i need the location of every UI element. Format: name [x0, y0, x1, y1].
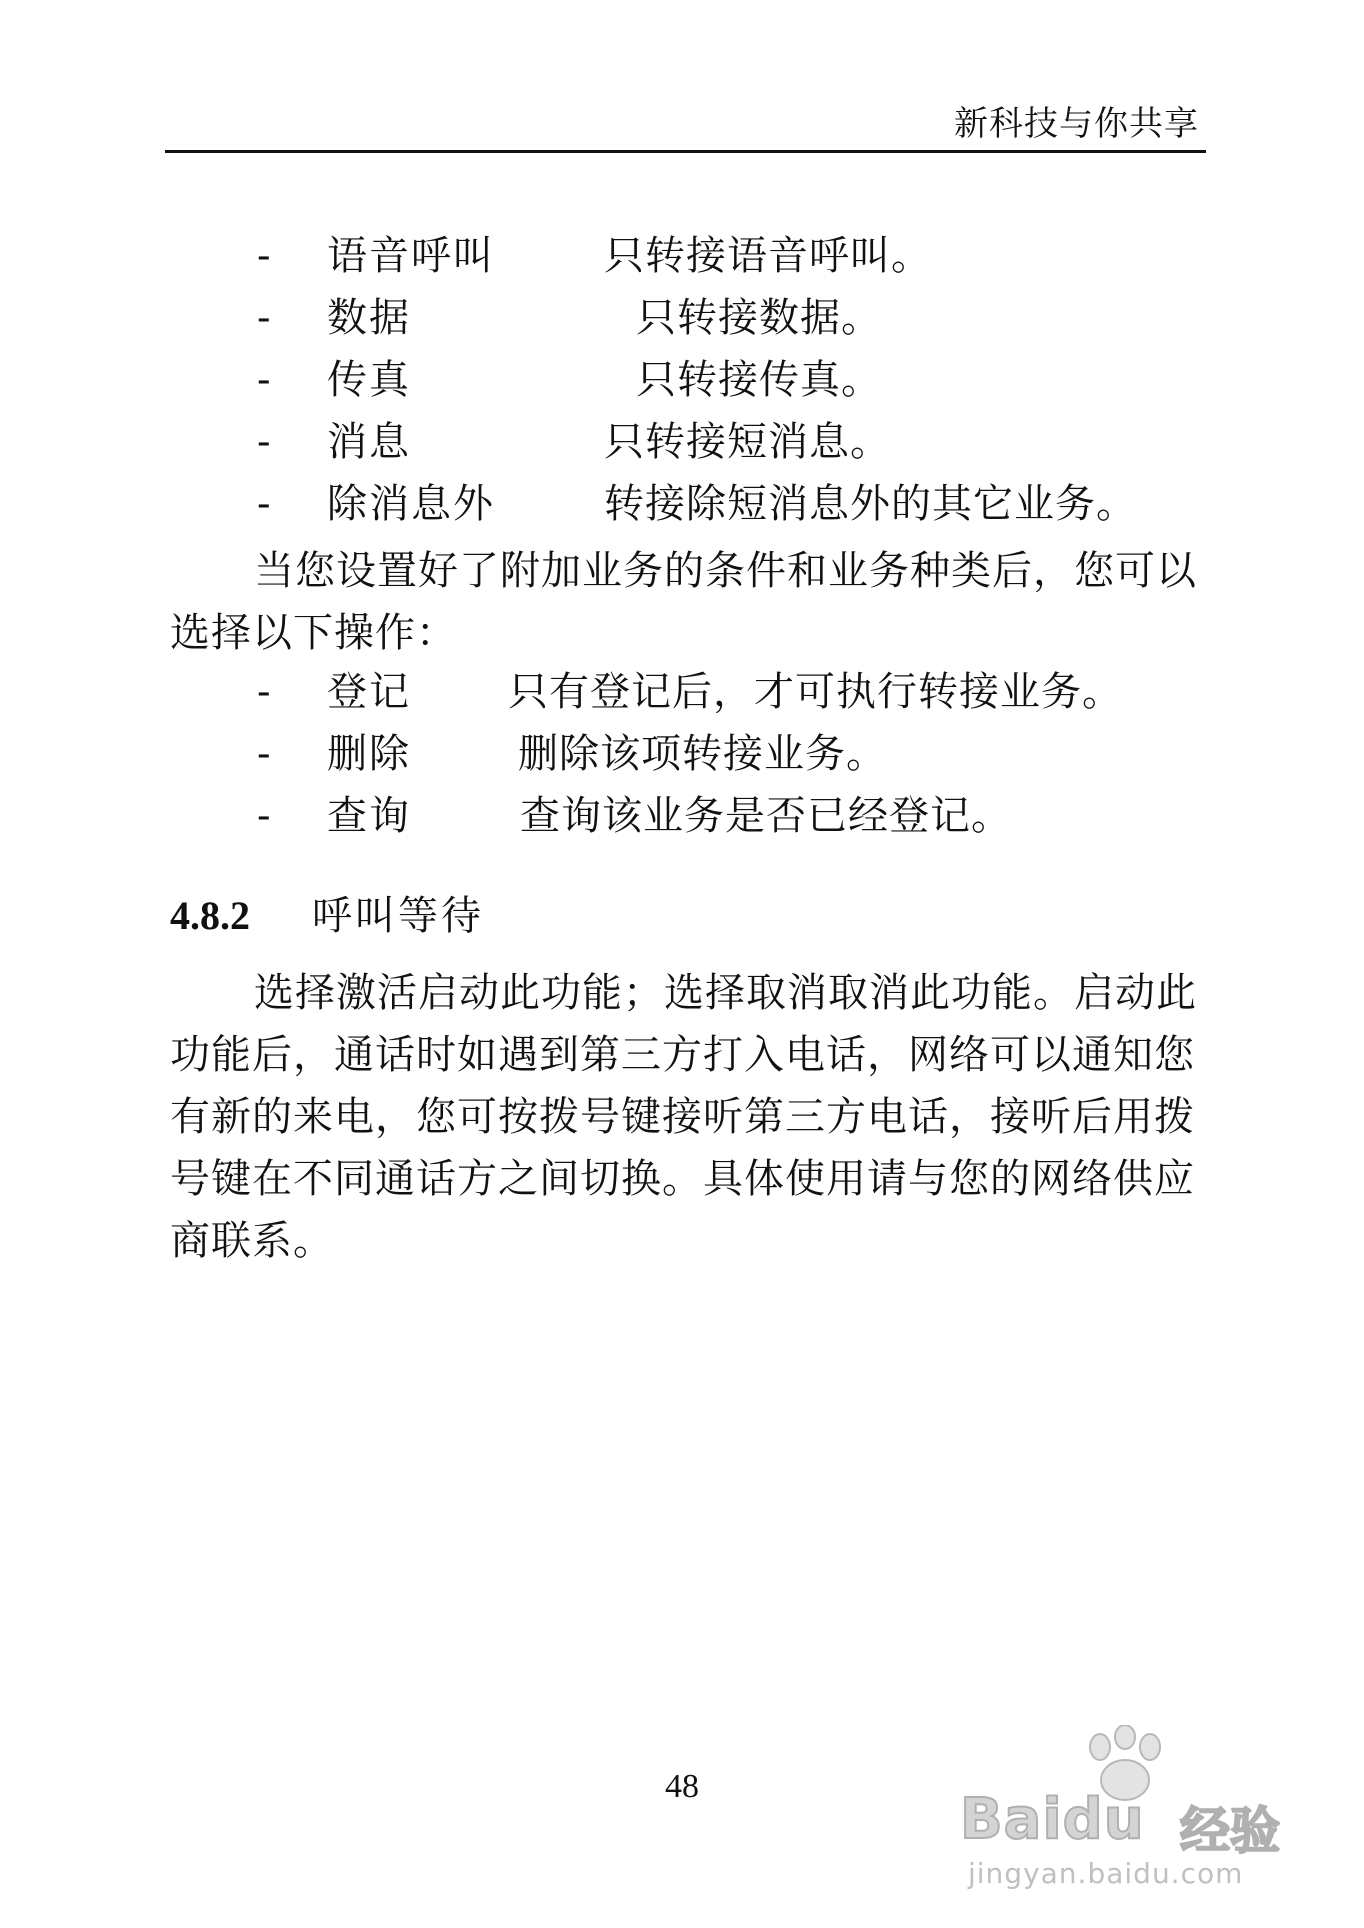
list-dash: - [257, 233, 271, 279]
baidu-jingyan-watermark [960, 1725, 1290, 1895]
watermark-brand-cn: 经验 [1180, 1801, 1280, 1860]
list-dash: - [257, 357, 271, 403]
list-item [0, 352, 1364, 408]
section-heading [170, 888, 484, 944]
list-description: 转接除短消息外的其它业务。 [604, 481, 1137, 527]
list-description: 只转接短消息。 [604, 419, 891, 465]
list-dash: - [257, 295, 271, 341]
list-description: 只转接数据。 [636, 295, 882, 341]
section-body-text: 选择激活启动此功能；选择取消取消此功能。启动此功能后，通话时如遇到第三方打入电话，网络可以通知您有新的来电，您可按拨号键接听第三方电话，接听后用拨号键在不同通话方之间切换。具体使用请与您的网络供应商联系。 [170, 970, 1197, 1264]
list-term: 数据 [327, 295, 411, 341]
list-term: 除消息外 [327, 481, 495, 527]
list-term: 消息 [327, 419, 411, 465]
list-description: 只转接传真。 [636, 357, 882, 403]
section-number: 4.8.2 [170, 893, 250, 938]
watermark-brand: Baidu [960, 1787, 1145, 1852]
list-item [0, 228, 1364, 284]
header-rule [165, 150, 1206, 153]
list-item [0, 664, 1364, 720]
running-header: 新科技与你共享 [954, 104, 1199, 144]
list-term: 删除 [327, 731, 411, 777]
intro-paragraph-text: 当您设置好了附加业务的条件和业务种类后，您可以选择以下操作： [170, 548, 1197, 656]
list-dash: - [257, 669, 271, 715]
list-description: 删除该项转接业务。 [518, 731, 887, 777]
list-term: 传真 [327, 357, 411, 403]
watermark-url: jingyan.baidu.com [968, 1857, 1244, 1890]
list-description: 只转接语音呼叫。 [604, 233, 932, 279]
list-dash: - [257, 419, 271, 465]
list-item [0, 414, 1364, 470]
list-dash: - [257, 731, 271, 777]
list-term: 语音呼叫 [327, 233, 495, 279]
list-item [0, 788, 1364, 844]
list-term: 查询 [327, 793, 411, 839]
list-item [0, 726, 1364, 782]
section-title: 呼叫等待 [312, 893, 484, 939]
list-description: 查询该业务是否已经登记。 [520, 793, 1012, 839]
page-number: 48 [665, 1768, 699, 1805]
intro-paragraph [170, 540, 1200, 664]
section-body [170, 962, 1200, 1272]
list-dash: - [257, 793, 271, 839]
list-term: 登记 [327, 669, 411, 715]
list-description: 只有登记后，才可执行转接业务。 [508, 669, 1123, 715]
list-item [0, 290, 1364, 346]
list-item [0, 476, 1364, 532]
list-dash: - [257, 481, 271, 527]
